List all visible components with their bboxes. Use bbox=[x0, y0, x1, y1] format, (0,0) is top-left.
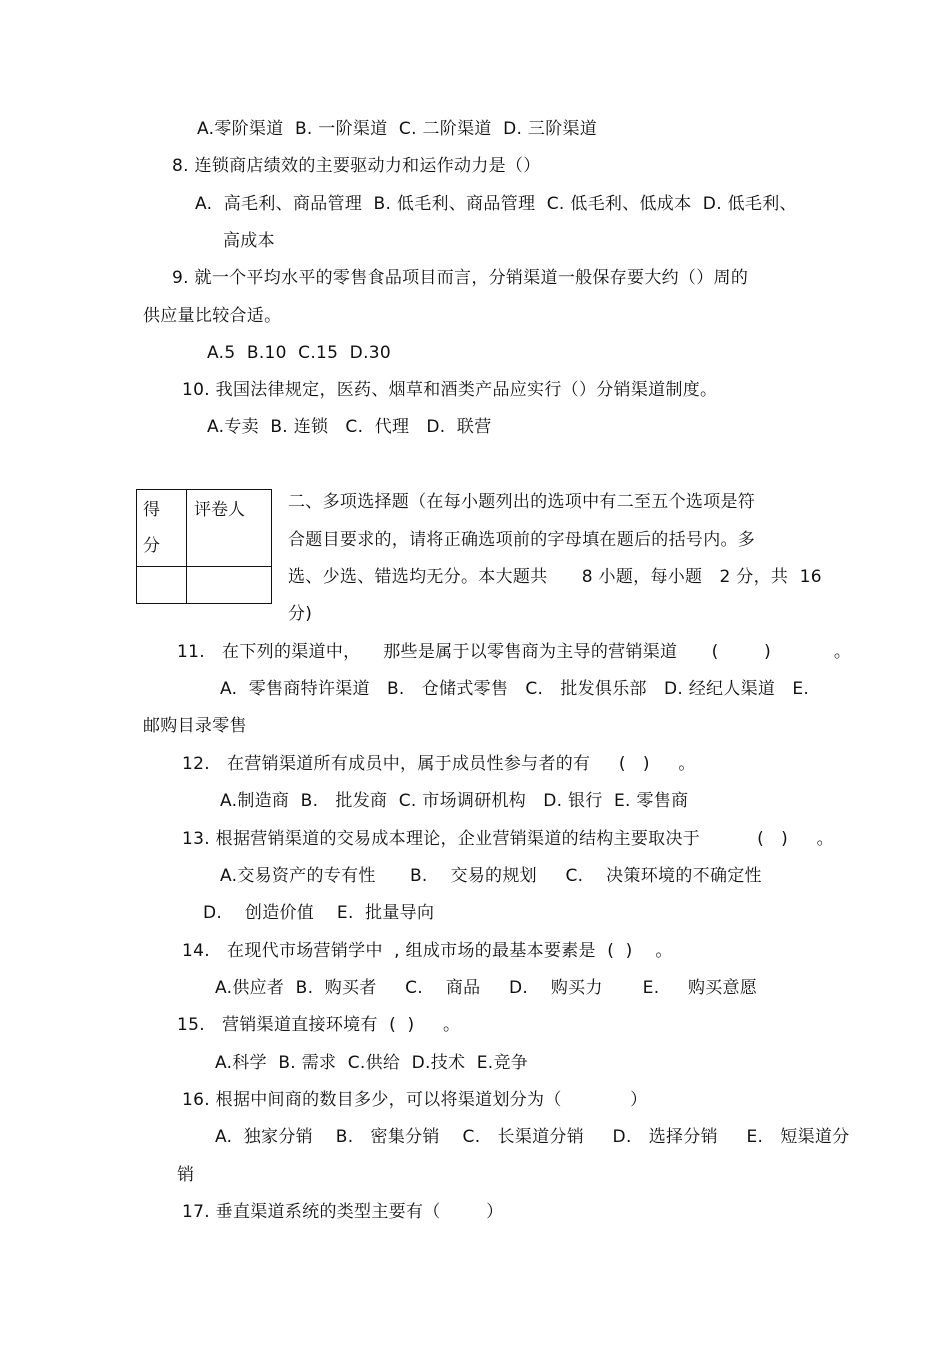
question-14: 14. 在现代市场营销学中 , 组成市场的最基本要素是 ( ) 。 bbox=[182, 941, 673, 961]
question-options-11-cont: 邮购目录零售 bbox=[143, 716, 247, 736]
table-divider-horizontal bbox=[137, 566, 271, 567]
question-options-10: A.专卖 B. 连锁 C. 代理 D. 联营 bbox=[207, 417, 492, 437]
grader-label: 评卷人 bbox=[194, 500, 245, 520]
question-options-14: A.供应者 B. 购买者 C. 商品 D. 购买力 E. 购买意愿 bbox=[215, 978, 758, 998]
question-options-9: A.5 B.10 C.15 D.30 bbox=[207, 343, 392, 363]
question-options-13-cont: D. 创造价值 E. 批量导向 bbox=[203, 903, 435, 923]
question-options-7: A.零阶渠道 B. 一阶渠道 C. 二阶渠道 D. 三阶渠道 bbox=[197, 119, 598, 139]
question-9: 9. 就一个平均水平的零售食品项目而言，分销渠道一般保存要大约（）周的 bbox=[172, 268, 749, 288]
question-9-cont: 供应量比较合适。 bbox=[143, 306, 282, 326]
table-divider-vertical bbox=[186, 490, 187, 603]
question-options-12: A.制造商 B. 批发商 C. 市场调研机构 D. 银行 E. 零售商 bbox=[220, 791, 689, 811]
section-2-heading-line2: 合题目要求的，请将正确选项前的字母填在题后的括号内。多 bbox=[288, 530, 756, 550]
question-13: 13. 根据营销渠道的交易成本理论，企业营销渠道的结构主要取决于 ( ) 。 bbox=[182, 829, 834, 849]
question-16: 16. 根据中间商的数目多少，可以将渠道划分为（ ） bbox=[182, 1090, 648, 1110]
question-17: 17. 垂直渠道系统的类型主要有（ ） bbox=[182, 1202, 504, 1222]
question-10: 10. 我国法律规定，医药、烟草和酒类产品应实行（）分销渠道制度。 bbox=[182, 380, 718, 400]
question-options-16-cont: 销 bbox=[177, 1165, 195, 1185]
section-2-heading-line3: 选、少选、错选均无分。本大题共 8 小题，每小题 2 分，共 16 bbox=[288, 567, 822, 587]
question-options-11: A. 零售商特许渠道 B. 仓储式零售 C. 批发俱乐部 D. 经纪人渠道 E. bbox=[220, 679, 810, 699]
score-label-1: 得 bbox=[143, 500, 160, 520]
section-2-heading-line4: 分) bbox=[288, 604, 313, 624]
section-2-heading: 二、多项选择题（在每小题列出的选项中有二至五个选项是符 bbox=[288, 492, 756, 512]
question-options-8: A. 高毛利、商品管理 B. 低毛利、商品管理 C. 低毛利、低成本 D. 低毛利、 bbox=[195, 194, 797, 214]
score-table bbox=[136, 489, 272, 604]
question-options-8-cont: 高成本 bbox=[223, 231, 275, 251]
question-11: 11. 在下列的渠道中， 那些是属于以零售商为主导的营销渠道 ( ) 。 bbox=[177, 642, 852, 662]
question-options-15: A.科学 B. 需求 C.供给 D.技术 E.竞争 bbox=[215, 1053, 529, 1073]
question-options-13: A.交易资产的专有性 B. 交易的规划 C. 决策环境的不确定性 bbox=[220, 866, 762, 886]
question-12: 12. 在营销渠道所有成员中，属于成员性参与者的有 ( ) 。 bbox=[182, 754, 696, 774]
question-options-16: A. 独家分销 B. 密集分销 C. 长渠道分销 D. 选择分销 E. 短渠道分 bbox=[215, 1127, 850, 1147]
score-label-2: 分 bbox=[143, 536, 160, 556]
question-8: 8. 连锁商店绩效的主要驱动力和运作动力是（） bbox=[172, 156, 541, 176]
question-15: 15. 营销渠道直接环境有 ( ) 。 bbox=[177, 1015, 461, 1035]
